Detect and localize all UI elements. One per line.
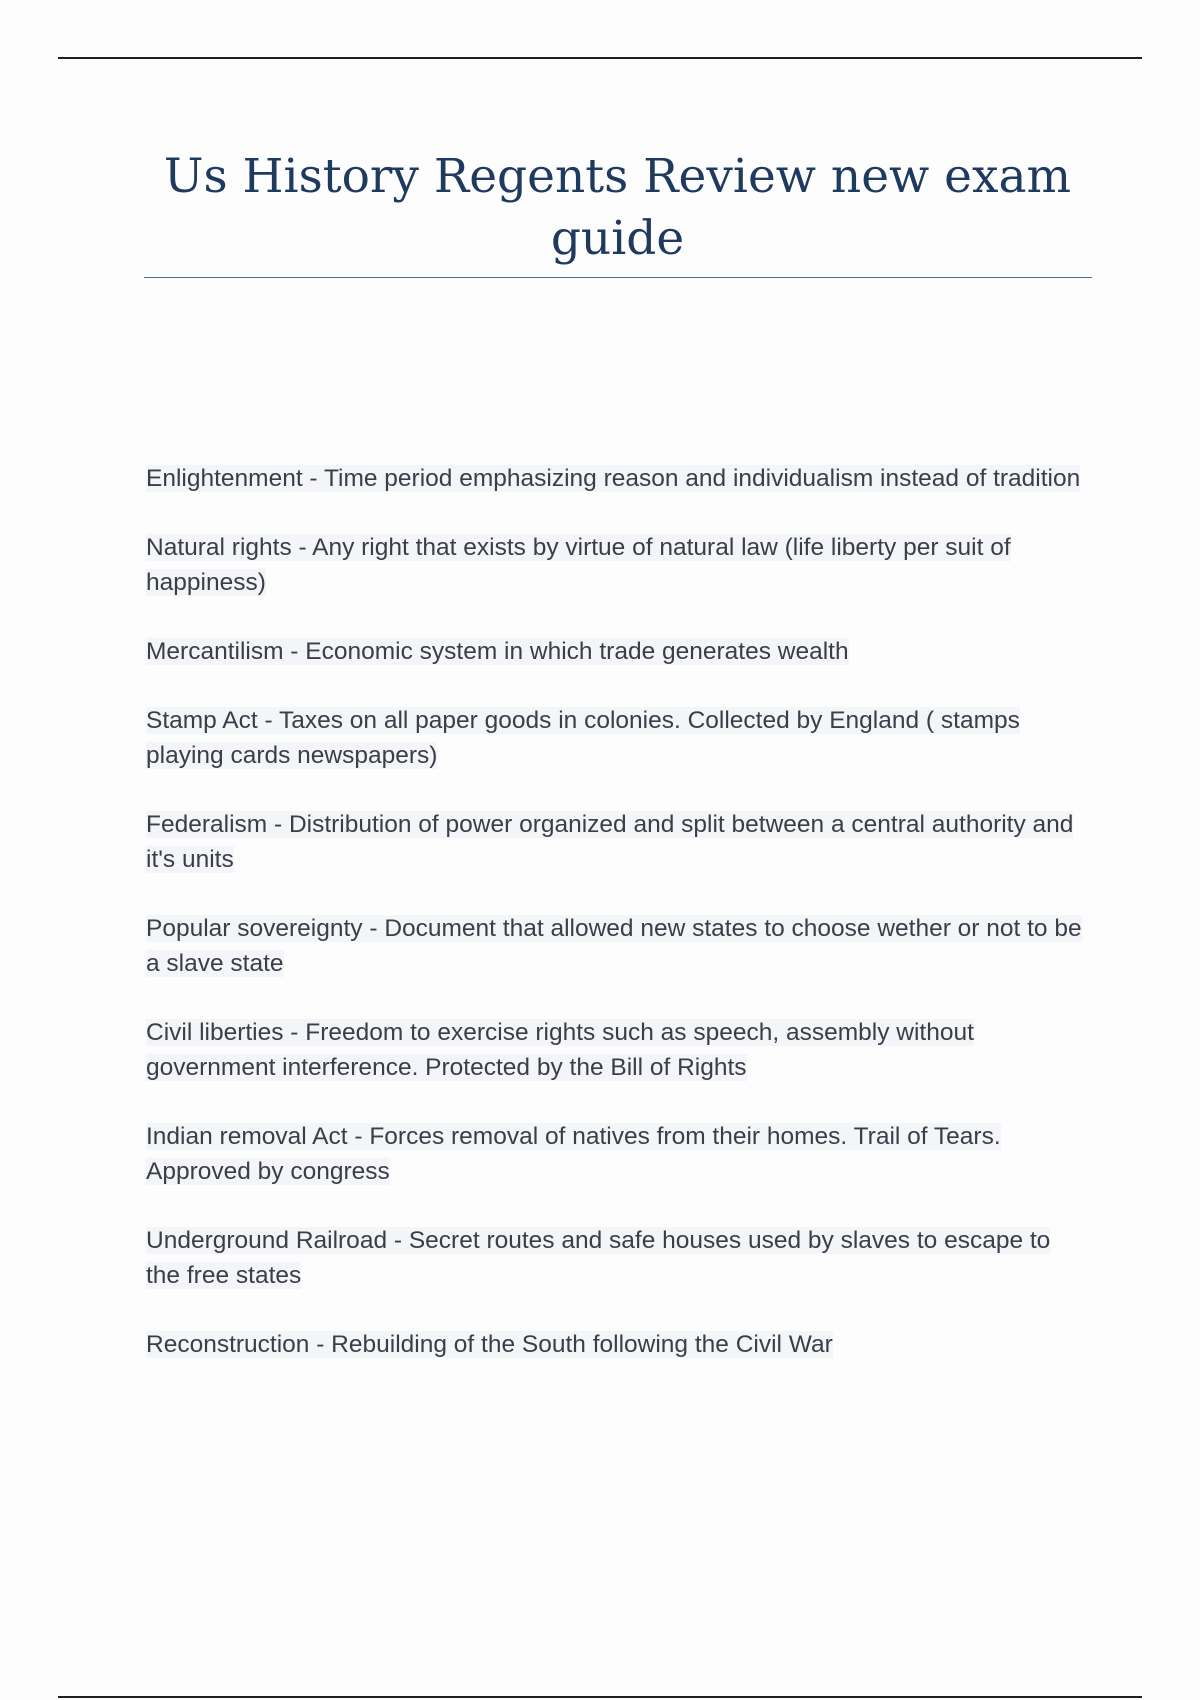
term-list <box>146 461 1091 1396</box>
term-item <box>146 911 1091 981</box>
term-item <box>146 634 1091 669</box>
term-item <box>146 1223 1091 1293</box>
term-text: Mercantilism - Economic system in which trade generates wealth <box>146 638 849 665</box>
term-item <box>146 1119 1091 1189</box>
term-item <box>146 1015 1091 1085</box>
term-text: Civil liberties - Freedom to exercise rights such as speech, assembly without government interference. Protected by the Bill of Rights <box>146 1019 974 1081</box>
term-text: Federalism - Distribution of power organized and split between a central authority and it's units <box>146 811 1074 873</box>
page-title: Us History Regents Review new exam guide <box>163 149 1072 266</box>
header-rule <box>58 57 1142 59</box>
term-item <box>146 530 1091 600</box>
term-text: Stamp Act - Taxes on all paper goods in colonies. Collected by England ( stamps playing cards newspapers) <box>146 707 1020 769</box>
term-text: Underground Railroad - Secret routes and safe houses used by slaves to escape to the free states <box>146 1227 1051 1289</box>
term-text: Popular sovereignty - Document that allowed new states to choose wether or not to be a slave state <box>146 915 1082 977</box>
term-text: Reconstruction - Rebuilding of the South following the Civil War <box>146 1331 833 1358</box>
term-item <box>146 461 1091 496</box>
term-item <box>146 807 1091 877</box>
term-item <box>146 1327 1091 1362</box>
term-text: Natural rights - Any right that exists by virtue of natural law (life liberty per suit of happiness) <box>146 534 1011 596</box>
title-underline <box>144 277 1092 278</box>
term-text: Indian removal Act - Forces removal of natives from their homes. Trail of Tears. Approved by congress <box>146 1123 1001 1185</box>
term-item <box>146 703 1091 773</box>
footer-rule <box>58 1696 1142 1698</box>
term-text: Enlightenment - Time period emphasizing reason and individualism instead of tradition <box>146 465 1081 492</box>
